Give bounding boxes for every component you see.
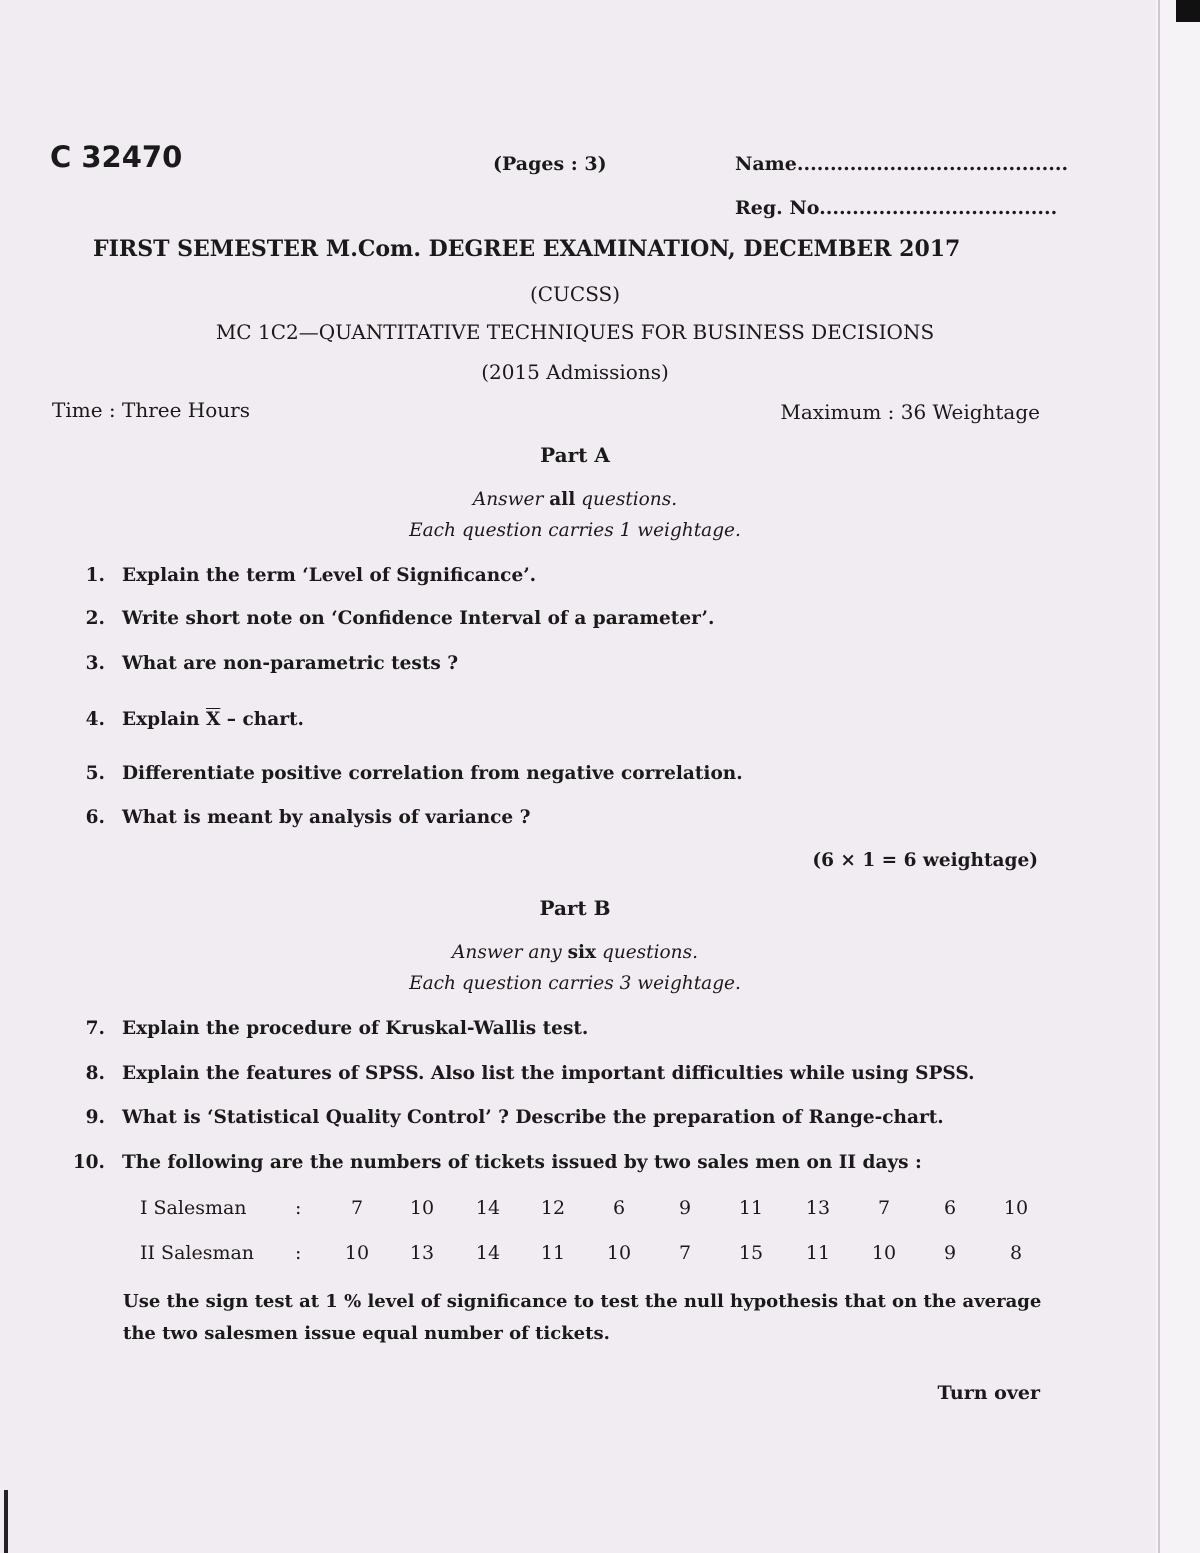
table-cell: 9	[678, 1197, 692, 1219]
table-row-label: II Salesman	[140, 1242, 255, 1264]
question-10-paragraph: Use the sign test at 1 % level of significance to test the null hypothesis that on the average the two salesmen issue equal number of tickets.	[123, 1291, 1042, 1344]
maximum-weightage: Maximum : 36 Weightage	[780, 400, 1040, 424]
table-row-colon: :	[295, 1197, 302, 1219]
table-cell: 10	[871, 1242, 897, 1264]
table-cell: 10	[344, 1242, 370, 1264]
table-row-colon: :	[295, 1242, 302, 1264]
table-cell: 9	[943, 1242, 957, 1264]
table-cell: 10	[409, 1197, 435, 1219]
part-b-instruction: Answer any six questions.	[452, 942, 698, 963]
table-cell: 6	[943, 1197, 957, 1219]
table-cell: 7	[678, 1242, 692, 1264]
table-cell: 7	[877, 1197, 891, 1219]
table-cell: 13	[805, 1197, 831, 1219]
reg-no-field: Reg. No....................................	[735, 197, 1058, 219]
paper-title: MC 1C2—QUANTITATIVE TECHNIQUES FOR BUSINESS DECISIONS	[215, 320, 935, 344]
page-edge-line	[1158, 0, 1160, 1553]
part-b-weightage-note: Each question carries 3 weightage.	[409, 973, 741, 994]
name-field: Name.........................................	[735, 153, 1069, 175]
admissions: (2015 Admissions)	[481, 360, 669, 384]
scheme: (CUCSS)	[529, 282, 621, 306]
page-edge	[1156, 0, 1200, 1553]
page-count: (Pages : 3)	[493, 153, 607, 175]
time-allowed: Time : Three Hours	[52, 398, 250, 422]
table-cell: 15	[738, 1242, 764, 1264]
table-cell: 7	[350, 1197, 364, 1219]
table-cell: 14	[475, 1197, 501, 1219]
table-row-label: I Salesman	[140, 1197, 247, 1219]
table-cell: 14	[475, 1242, 501, 1264]
paper-code: C 32470	[50, 140, 183, 174]
table-cell: 8	[1009, 1242, 1023, 1264]
x-bar-symbol: $\overline{X}$	[206, 709, 221, 730]
scan-border	[1176, 0, 1200, 22]
part-a-heading: Part A	[540, 443, 610, 467]
table-cell: 6	[612, 1197, 626, 1219]
table-cell: 13	[409, 1242, 435, 1264]
table-cell: 12	[540, 1197, 566, 1219]
table-cell: 10	[606, 1242, 632, 1264]
part-a-weightage-note: Each question carries 1 weightage.	[409, 520, 741, 541]
table-cell: 11	[805, 1242, 831, 1264]
exam-title: FIRST SEMESTER M.Com. DEGREE EXAMINATION, DECEMBER 2017	[93, 236, 961, 262]
part-a-total: (6 × 1 = 6 weightage)	[812, 850, 1038, 871]
scan-border-left	[4, 1490, 8, 1553]
table-cell: 11	[738, 1197, 764, 1219]
part-a-instruction: Answer all questions.	[472, 489, 678, 510]
turn-over: Turn over	[937, 1382, 1040, 1404]
table-cell: 11	[540, 1242, 566, 1264]
part-b-heading: Part B	[539, 896, 611, 920]
table-cell: 10	[1003, 1197, 1029, 1219]
